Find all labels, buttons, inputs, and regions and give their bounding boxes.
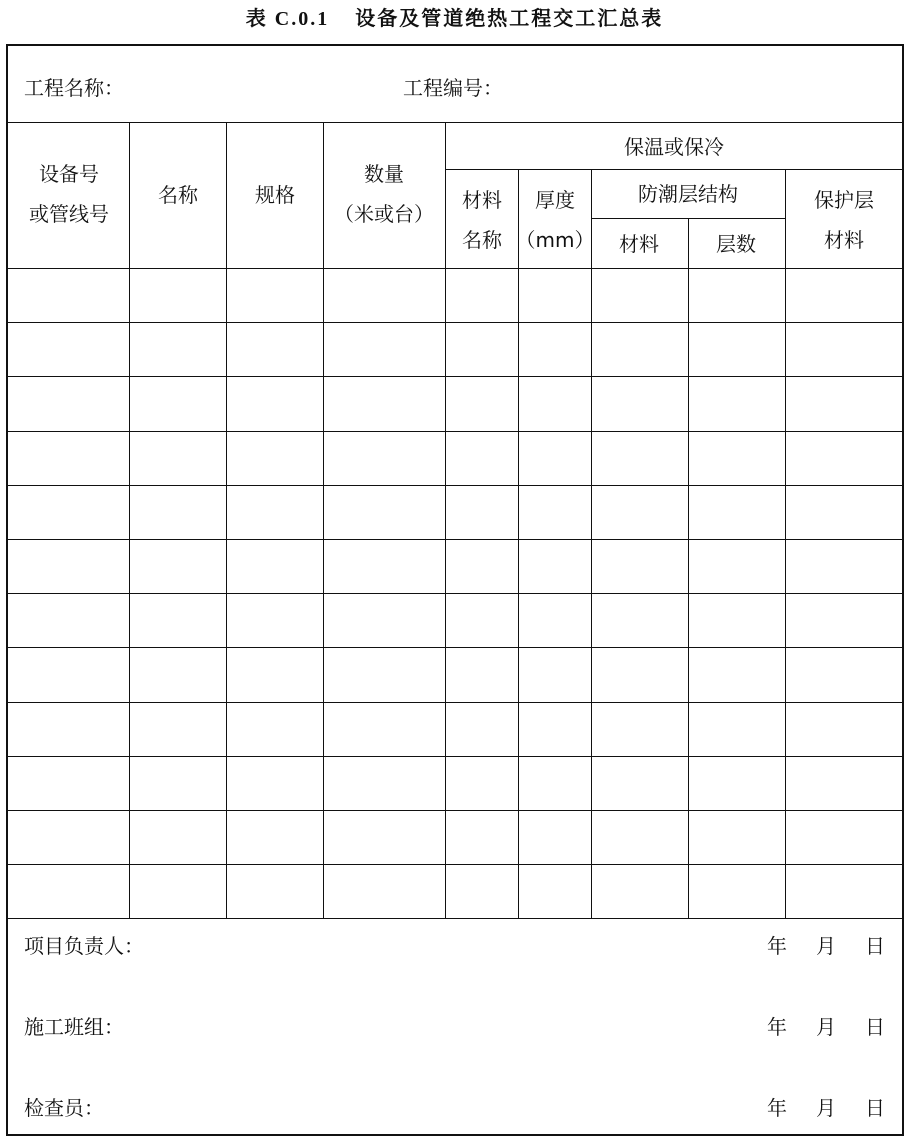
construction-team-label: 施工班组： — [24, 1015, 124, 1039]
table-cell[interactable] — [226, 485, 323, 539]
table-cell[interactable] — [129, 864, 226, 918]
table-cell[interactable] — [785, 485, 902, 539]
table-cell[interactable] — [518, 431, 591, 485]
day-label: 日 — [865, 1015, 885, 1039]
table-cell[interactable] — [518, 702, 591, 756]
table-cell[interactable] — [226, 431, 323, 485]
table-cell[interactable] — [688, 647, 785, 701]
table-cell[interactable] — [8, 647, 129, 701]
table-cell[interactable] — [518, 376, 591, 430]
table-cell[interactable] — [129, 376, 226, 430]
table-cell[interactable] — [323, 756, 445, 810]
table-cell[interactable] — [785, 539, 902, 593]
header-material-name: 材料 名称 — [462, 188, 502, 252]
table-cell[interactable] — [445, 864, 518, 918]
header-protect: 保护层 材料 — [814, 188, 874, 252]
table-cell[interactable] — [8, 810, 129, 864]
project-manager-label: 项目负责人： — [24, 934, 144, 958]
header-insulation-group: 保温或保冷 — [624, 135, 724, 159]
table-cell[interactable] — [129, 810, 226, 864]
table-number: 表 C.0.1 — [245, 8, 330, 30]
day-label: 日 — [865, 934, 885, 958]
table-cell[interactable] — [129, 485, 226, 539]
table-cell[interactable] — [591, 539, 688, 593]
year-label: 年 — [767, 1015, 787, 1039]
header-qty: 数量 （米或台） — [334, 162, 434, 226]
page-title — [0, 0, 909, 38]
table-cell[interactable] — [688, 431, 785, 485]
table-cell[interactable] — [591, 485, 688, 539]
table-cell[interactable] — [518, 864, 591, 918]
year-label: 年 — [767, 934, 787, 958]
form-table — [6, 44, 904, 1136]
table-cell[interactable] — [518, 647, 591, 701]
table-cell[interactable] — [591, 702, 688, 756]
header-layers: 层数 — [716, 232, 756, 256]
table-cell[interactable] — [8, 322, 129, 376]
table-cell[interactable] — [8, 268, 129, 322]
inspector-label: 检查员： — [24, 1096, 104, 1120]
divider-group — [445, 169, 902, 170]
table-cell[interactable] — [323, 376, 445, 430]
table-cell[interactable] — [8, 485, 129, 539]
table-cell[interactable] — [226, 864, 323, 918]
month-label: 月 — [816, 934, 836, 958]
table-cell[interactable] — [8, 376, 129, 430]
table-cell[interactable] — [8, 539, 129, 593]
table-cell[interactable] — [323, 485, 445, 539]
year-label: 年 — [767, 1096, 787, 1120]
table-cell[interactable] — [591, 647, 688, 701]
table-cell[interactable] — [785, 322, 902, 376]
table-cell[interactable] — [129, 268, 226, 322]
table-cell[interactable] — [785, 431, 902, 485]
table-cell[interactable] — [8, 864, 129, 918]
vline-h1 — [129, 122, 130, 268]
project-name-label: 工程名称： — [24, 76, 124, 100]
table-cell[interactable] — [129, 647, 226, 701]
month-label: 月 — [816, 1015, 836, 1039]
table-cell[interactable] — [226, 593, 323, 647]
table-cell[interactable] — [445, 485, 518, 539]
table-cell[interactable] — [445, 539, 518, 593]
month-label: 月 — [816, 1096, 836, 1120]
table-cell[interactable] — [591, 864, 688, 918]
table-cell[interactable] — [226, 756, 323, 810]
table-cell[interactable] — [323, 431, 445, 485]
table-cell[interactable] — [785, 376, 902, 430]
table-cell[interactable] — [445, 431, 518, 485]
table-cell[interactable] — [591, 431, 688, 485]
table-cell[interactable] — [445, 756, 518, 810]
table-cell[interactable] — [785, 702, 902, 756]
table-cell[interactable] — [785, 810, 902, 864]
vline-h2 — [226, 122, 227, 268]
project-no-label: 工程编号： — [403, 76, 503, 100]
table-cell[interactable] — [445, 322, 518, 376]
table-cell[interactable] — [129, 702, 226, 756]
table-cell[interactable] — [591, 810, 688, 864]
vline-h4 — [445, 122, 446, 268]
table-cell[interactable] — [323, 647, 445, 701]
table-cell[interactable] — [129, 539, 226, 593]
table-cell[interactable] — [688, 702, 785, 756]
table-cell[interactable] — [323, 539, 445, 593]
table-cell[interactable] — [591, 322, 688, 376]
table-cell[interactable] — [129, 593, 226, 647]
table-cell[interactable] — [226, 702, 323, 756]
header-spec: 规格 — [255, 183, 295, 207]
table-cell[interactable] — [323, 702, 445, 756]
table-cell[interactable] — [323, 593, 445, 647]
vline-h3 — [323, 122, 324, 268]
table-title: 设备及管道绝热工程交工汇总表 — [355, 6, 664, 30]
table-cell[interactable] — [518, 810, 591, 864]
table-cell[interactable] — [688, 376, 785, 430]
table-cell[interactable] — [518, 756, 591, 810]
table-cell[interactable] — [323, 810, 445, 864]
table-cell[interactable] — [785, 593, 902, 647]
table-cell[interactable] — [129, 322, 226, 376]
header-device-no: 设备号 或管线号 — [29, 162, 109, 226]
table-cell[interactable] — [226, 268, 323, 322]
table-cell[interactable] — [518, 268, 591, 322]
table-cell[interactable] — [688, 810, 785, 864]
table-cell[interactable] — [518, 593, 591, 647]
table-cell[interactable] — [129, 756, 226, 810]
day-label: 日 — [865, 1096, 885, 1120]
header-thickness: 厚度 （mm） — [515, 188, 595, 252]
header-moisture-group: 防潮层结构 — [638, 182, 738, 206]
table-cell[interactable] — [129, 431, 226, 485]
table-cell[interactable] — [785, 268, 902, 322]
table-cell[interactable] — [226, 376, 323, 430]
table-cell[interactable] — [688, 322, 785, 376]
row-divider — [8, 918, 902, 919]
table-cell[interactable] — [518, 485, 591, 539]
table-cell[interactable] — [785, 647, 902, 701]
table-cell[interactable] — [688, 864, 785, 918]
table-cell[interactable] — [8, 756, 129, 810]
vline-h8 — [785, 169, 786, 268]
table-cell[interactable] — [8, 702, 129, 756]
table-cell[interactable] — [445, 268, 518, 322]
table-cell[interactable] — [591, 756, 688, 810]
table-cell[interactable] — [688, 539, 785, 593]
table-cell[interactable] — [226, 322, 323, 376]
table-cell[interactable] — [8, 593, 129, 647]
table-cell[interactable] — [688, 485, 785, 539]
table-cell[interactable] — [591, 268, 688, 322]
table-cell[interactable] — [226, 647, 323, 701]
table-cell[interactable] — [785, 756, 902, 810]
vline-h7 — [688, 218, 689, 268]
table-cell[interactable] — [518, 539, 591, 593]
table-cell[interactable] — [445, 810, 518, 864]
table-cell[interactable] — [688, 593, 785, 647]
table-cell[interactable] — [226, 539, 323, 593]
table-cell[interactable] — [591, 593, 688, 647]
table-cell[interactable] — [591, 376, 688, 430]
table-cell[interactable] — [688, 268, 785, 322]
table-cell[interactable] — [445, 593, 518, 647]
table-cell[interactable] — [8, 431, 129, 485]
table-cell[interactable] — [518, 322, 591, 376]
table-cell[interactable] — [226, 810, 323, 864]
divider-info — [8, 122, 902, 123]
table-cell[interactable] — [445, 376, 518, 430]
table-cell[interactable] — [323, 268, 445, 322]
table-cell[interactable] — [785, 864, 902, 918]
table-cell[interactable] — [323, 864, 445, 918]
table-cell[interactable] — [445, 702, 518, 756]
table-cell[interactable] — [445, 647, 518, 701]
table-cell[interactable] — [323, 322, 445, 376]
header-name: 名称 — [158, 183, 198, 207]
header-moisture-material: 材料 — [619, 232, 659, 256]
table-cell[interactable] — [688, 756, 785, 810]
